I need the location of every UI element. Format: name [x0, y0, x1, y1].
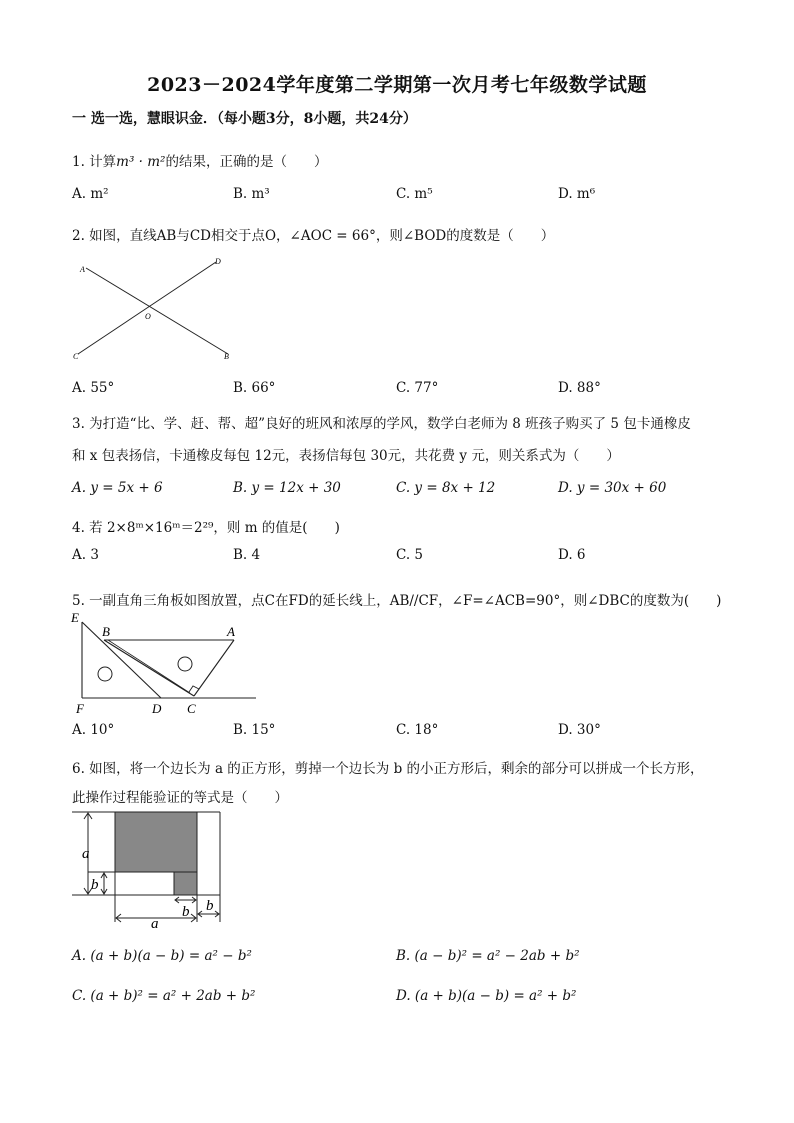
q5-option-a: A. 10°: [72, 722, 115, 738]
q6-option-b: B. (a − b)² = a² − 2ab + b²: [396, 948, 580, 964]
label-c: C: [187, 701, 196, 716]
label-a: A: [80, 265, 85, 274]
label-b: B: [224, 352, 229, 361]
label-a: A: [227, 624, 235, 639]
q2-option-b: B. 66°: [233, 380, 276, 396]
q4-option-b: B. 4: [233, 547, 261, 563]
q3-option-c: C. y = 8x + 12: [396, 480, 496, 496]
label-c: C: [73, 352, 79, 361]
label-b-horizontal-1: b: [182, 904, 190, 920]
label-b-horizontal-2: b: [206, 898, 214, 914]
label-e: E: [71, 610, 79, 625]
q1-pre: 1. 计算: [72, 154, 117, 170]
question-6-line-2: 此操作过程能验证的等式是（ ）: [72, 790, 288, 806]
section-heading: 一 选一选，慧眼识金．（每小题3分，8小题，共24分）: [72, 111, 417, 127]
q4-option-a: A. 3: [72, 547, 99, 563]
q1-option-b: B. m³: [233, 186, 270, 202]
q3-option-b: B. y = 12x + 30: [233, 480, 341, 496]
label-b: B: [102, 624, 110, 639]
q5-option-b: B. 15°: [233, 722, 276, 738]
q6-option-a: A. (a + b)(a − b) = a² − b²: [72, 948, 252, 964]
exam-title: 2023－2024学年度第二学期第一次月考七年级数学试题: [147, 74, 647, 96]
q3-option-d: D. y = 30x + 60: [558, 480, 667, 496]
segment-ed: [82, 622, 161, 698]
line-ab: [86, 268, 228, 354]
shaded-region-top: [115, 812, 197, 872]
question-5: 5. 一副直角三角板如图放置，点C在FD的延长线上，AB//CF，∠F=∠ACB=90°，则∠DBC的度数为( ): [72, 593, 722, 609]
label-a-vertical: a: [82, 846, 90, 862]
question-3-line-2: 和 x 包表扬信，卡通橡皮每包 12元，表扬信每包 30元，共花费 y 元，则关系式为（ ）: [72, 448, 620, 464]
question-4: 4. 若 2×8ᵐ×16ᵐ＝2²⁹，则 m 的值是( ): [72, 520, 340, 536]
q2-intersecting-lines-figure: [72, 254, 252, 366]
q2-option-a: A. 55°: [72, 380, 115, 396]
label-a-horizontal: a: [151, 916, 159, 930]
question-1: [72, 150, 327, 170]
q5-option-c: C. 18°: [396, 722, 439, 738]
inner-edge: [108, 640, 190, 693]
label-o: O: [145, 312, 151, 321]
question-2: 2. 如图，直线AB与CD相交于点O，∠AOC = 66°，则∠BOD的度数是（ ）: [72, 228, 555, 244]
q2-option-d: D. 88°: [558, 380, 601, 396]
label-f: F: [76, 701, 84, 716]
q6-option-d: D. (a + b)(a − b) = a² + b²: [396, 988, 577, 1004]
q5-option-d: D. 30°: [558, 722, 601, 738]
q5-triangle-set-figure: [68, 608, 268, 718]
label-d: D: [215, 257, 221, 266]
segment-ac: [194, 640, 234, 696]
label-d: D: [152, 701, 162, 716]
shaded-region-strip: [174, 872, 197, 895]
segment-bc: [104, 640, 194, 696]
question-6-line-1: 6. 如图，将一个边长为 a 的正方形，剪掉一个边长为 b 的小正方形后，剩余的部分可以拼成一个长方形，: [72, 761, 704, 777]
triangle-hole-2: [178, 657, 192, 671]
q1-option-d: D. m⁶: [558, 186, 596, 202]
q1-option-c: C. m⁵: [396, 186, 433, 202]
q2-option-c: C. 77°: [396, 380, 439, 396]
q1-option-a: A. m²: [72, 186, 109, 202]
q3-option-a: A. y = 5x + 6: [72, 480, 163, 496]
q6-option-c: C. (a + b)² = a² + 2ab + b²: [72, 988, 256, 1004]
question-3-line-1: 3. 为打造“比、学、赶、帮、超”良好的班风和浓厚的学风，数学白老师为 8 班孩子购买了 5 包卡通橡皮: [72, 416, 691, 432]
triangle-hole-1: [98, 667, 112, 681]
label-b-vertical: b: [91, 877, 99, 893]
q6-square-figure: [68, 806, 228, 930]
q1-expression: m³ · m²: [116, 154, 166, 170]
q4-option-c: C. 5: [396, 547, 424, 563]
q4-option-d: D. 6: [558, 547, 586, 563]
q1-post: 的结果，正确的是（ ）: [165, 154, 328, 170]
